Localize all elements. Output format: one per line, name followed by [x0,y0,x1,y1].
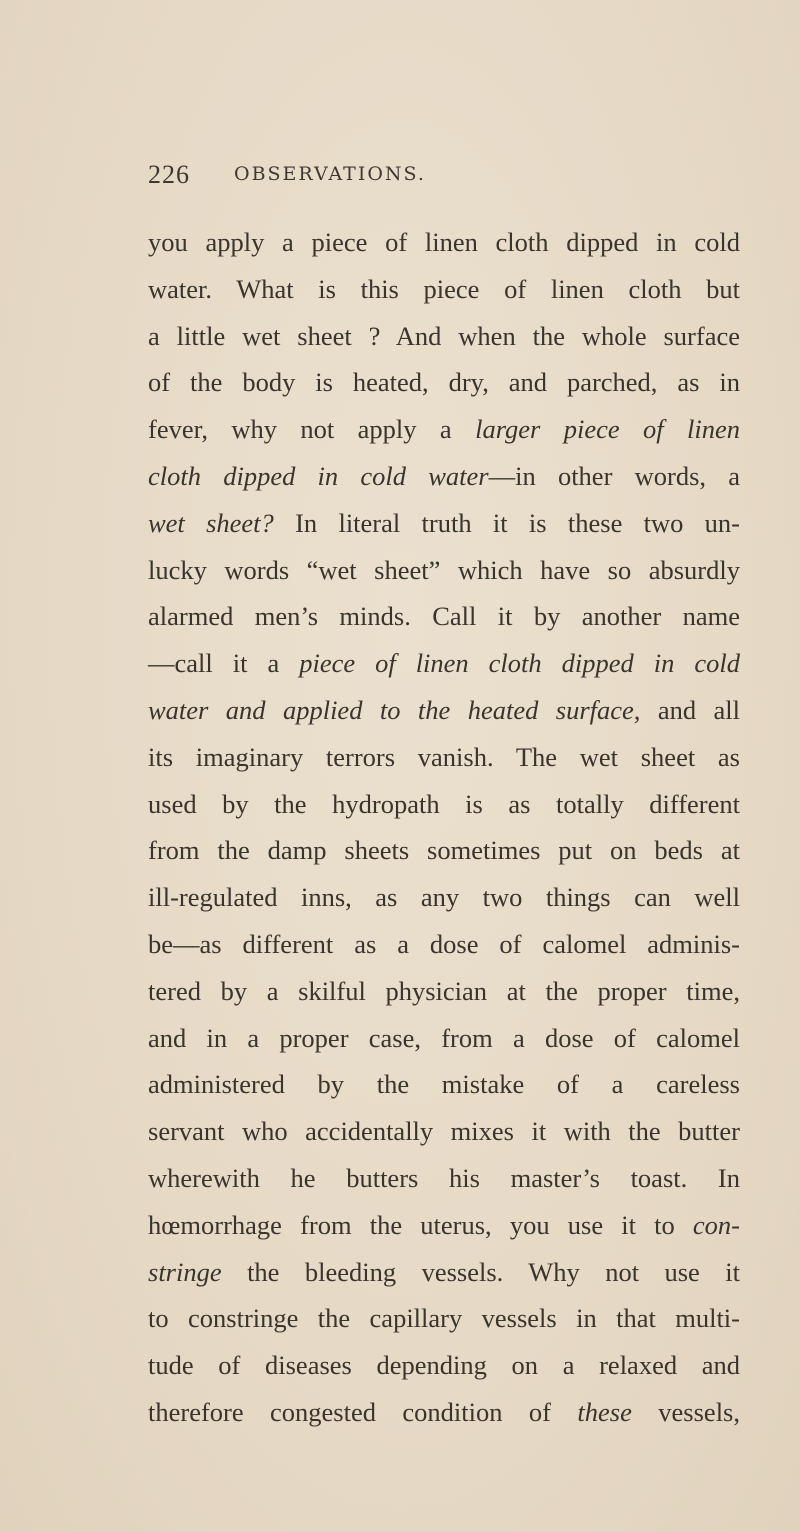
text-line [148,1155,740,1202]
text-segment: and in a proper case, from a dose of calomel [148,1022,740,1053]
text-segment: and all [640,694,740,725]
italic-text-segment: larger piece of linen [475,414,741,445]
text-line [148,1342,740,1389]
text-segment: ill-regulated inns, as any two things can well [148,882,740,913]
text-segment: its imaginary terrors vanish. The wet sheet as [148,741,740,772]
text-segment: —call it a [148,648,300,679]
text-segment: water. What is this piece of linen cloth but [148,273,740,304]
text-segment: —in other words, a [488,460,740,491]
text-segment: you apply a piece of linen cloth dipped in cold [148,227,740,257]
italic-text-segment: con- [692,1209,740,1240]
text-line [148,359,740,406]
text-line [148,593,740,640]
text-line [148,1389,740,1436]
text-segment: vessels, [631,1396,740,1427]
text-line [148,1202,740,1249]
text-line [148,1061,740,1108]
italic-text-segment: stringe [148,1256,222,1287]
text-segment: of the body is heated, dry, and parched, as in [148,367,740,398]
text-segment: administered by the mistake of a careless [148,1069,740,1100]
text-segment: tude of diseases depending on a relaxed and [148,1350,740,1381]
italic-text-segment: cloth dipped in cold water [148,460,489,491]
text-segment: In literal truth it is these two un- [273,507,740,538]
running-title: OBSERVATIONS. [234,163,426,185]
page-header [148,160,668,196]
text-line [148,1015,740,1062]
text-segment: wherewith he butters his master’s toast. In [148,1162,740,1193]
text-segment: used by the hydropath is as totally different [148,788,740,819]
text-line [148,734,740,781]
body-text [148,219,740,1436]
text-line [148,687,740,734]
text-line [148,406,740,453]
text-line [148,1249,740,1296]
text-line [148,1108,740,1155]
text-segment: therefore congested condition of [148,1396,578,1427]
text-line [148,827,740,874]
text-line [148,500,740,547]
text-line [148,266,740,313]
text-line [148,219,740,266]
text-line [148,313,740,360]
text-segment: lucky words “wet sheet” which have so absurdly [148,554,740,585]
text-line [148,453,740,500]
text-segment: tered by a skilful physician at the proper time, [148,975,740,1006]
italic-text-segment: these [577,1396,632,1427]
text-line [148,968,740,1015]
text-line [148,1295,740,1342]
italic-text-segment: piece of linen cloth dipped in cold [299,648,740,679]
text-segment: hœmorrhage from the uterus, you use it to [148,1209,693,1240]
text-segment: be—as different as a dose of calomel adminis- [148,928,740,959]
italic-text-segment: wet sheet? [148,507,274,538]
text-segment: alarmed men’s minds. Call it by another name [148,601,740,632]
text-line [148,781,740,828]
page-number: 226 [148,160,190,189]
text-segment: fever, why not apply a [148,414,476,445]
text-segment: the bleeding vessels. Why not use it [221,1256,740,1287]
text-segment: a little wet sheet ? And when the whole surface [148,320,740,351]
text-line [148,640,740,687]
text-line [148,874,740,921]
text-segment: to constringe the capillary vessels in that multi- [148,1303,740,1334]
text-segment: from the damp sheets sometimes put on beds at [148,835,740,866]
text-line [148,547,740,594]
text-segment: servant who accidentally mixes it with the butter [148,1116,740,1147]
italic-text-segment: water and applied to the heated surface, [148,694,641,725]
text-line [148,921,740,968]
